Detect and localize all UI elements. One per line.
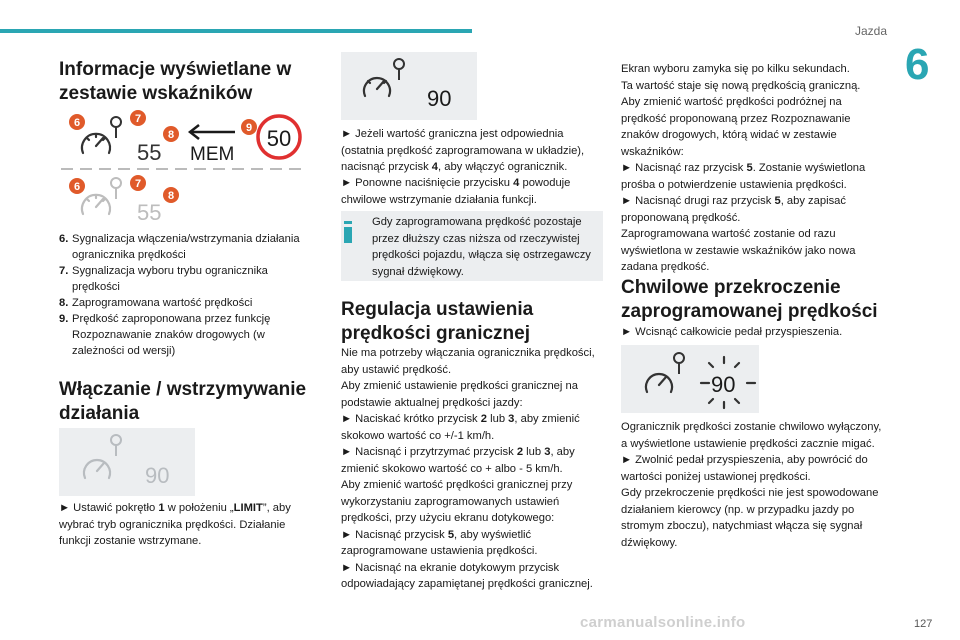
paragraph: ► Nacisnąć na ekranie dotykowym przycisk odpowiadający zapamiętanej prędkości granicznej. [341, 561, 593, 590]
heading-enable-disable: Włączanie / wstrzymywanie działania [59, 379, 307, 424]
paragraph: ► Zwolnić pedał przyspieszenia, aby powrócić do wartości poniżej ustawionej prędkości. [621, 454, 868, 483]
svg-text:7: 7 [134, 178, 142, 190]
image-speed-value: 90 [427, 86, 452, 111]
paragraph: ► Nacisnąć drugi raz przycisk 5, aby zapisać proponowaną prędkość. [621, 195, 846, 224]
paragraph: Aby zmienić wartość prędkości granicznej przy wykorzystaniu zaprogramowanych ustawień prędkości, przy użyciu ekranu dotykowego: [341, 479, 573, 524]
speedometer-icon [646, 374, 672, 392]
paragraph: Nie ma potrzeby włączania ogranicznika prędkości, aby ustawić prędkość. [341, 347, 595, 376]
legend-item: 6. Sygnalizacja włączenia/wstrzymania działania ogranicznika prędkości [59, 233, 300, 261]
callout-8-top [163, 126, 179, 142]
header-accent-bar [0, 29, 472, 33]
info-icon [344, 221, 353, 243]
paragraph-press-pedal: ► Wcisnąć całkowicie pedał przyspieszenia. [621, 326, 843, 338]
paragraph: Zaprogramowana wartość zostanie od razu wyświetlona w zestawie wskaźników jako nowa zadana prędkość. [621, 228, 856, 273]
paragraph-limit-mode: ► Ustawić pokrętło 1 w położeniu „LIMIT”, aby wybrać tryb ogranicznika prędkości. Działanie funkcji zostanie wstrzymane. [59, 502, 291, 547]
paragraph: ► Naciskać krótko przycisk 2 lub 3, aby zmienić skokowo wartość co +/-1 km/h. [341, 413, 580, 442]
speedometer-icon-faded [82, 195, 110, 214]
adjust-instructions [341, 345, 603, 593]
speed-limit-sign-icon [258, 116, 300, 158]
col3-bottom-text [621, 419, 889, 551]
legend-item: 7. Sygnalizacja wyboru trybu ogranicznika prędkości [59, 265, 268, 293]
paragraph-pause-button: ► Ponowne naciśnięcie przycisku 4 powoduje chwilowe wstrzymanie działania funkcji. [341, 177, 571, 206]
section-title: Jazda [855, 24, 888, 38]
callout-7-bottom [130, 175, 146, 191]
chapter-number: 6 [905, 40, 930, 89]
callout-8-bottom [163, 187, 179, 203]
speed-bottom-value: 55 [137, 200, 162, 222]
cluster-diagram-svg [59, 110, 309, 222]
svg-text:7: 7 [134, 113, 142, 125]
svg-text:6: 6 [73, 117, 81, 129]
paragraph: Aby zmienić wartość prędkości podróżnej na prędkość proponowaną przez Rozpoznawanie znaków drogowych, którą widać w zestawie wskaźników: [621, 96, 851, 158]
paragraph: Gdy przekroczenie prędkości nie jest spowodowane działaniem kierowcy (np. w przypadku jazdy po stromym zboczu), natychmiast włącza się sygnał dźwiękowy. [621, 487, 879, 549]
speedometer-icon [84, 460, 110, 478]
limiter-pin-icon-faded [111, 178, 121, 199]
callout-7-top [130, 110, 146, 126]
legend-list [59, 231, 311, 359]
display-image-active [341, 52, 477, 120]
paragraph: ► Nacisnąć przycisk 5, aby wyświetlić zaprogramowane ustawienia prędkości. [341, 528, 538, 557]
paragraph: ► Nacisnąć raz przycisk 5. Zostanie wyświetlona prośba o potwierdzenie ustawienia prędkości. [621, 162, 866, 191]
arrow-left-icon [190, 125, 235, 139]
paragraph: Aby zmienić ustawienie prędkości granicznej na podstawie aktualnej prędkości jazdy: [341, 380, 578, 409]
callout-6-top [69, 114, 85, 130]
limiter-pin-icon [111, 117, 121, 138]
paragraph-enable-button: ► Jeżeli wartość graniczna jest odpowiednia (ostatnia prędkość zaprogramowana w układzie), nacisnąć przycisk 4, aby włączyć ogranicznik. [341, 128, 585, 173]
heading-display-info: Informacje wyświetlane w zestawie wskaźników [59, 59, 292, 104]
limiter-pin-icon [674, 353, 684, 374]
legend-item: 9. Prędkość zaproponowana przez funkcję Rozpoznawanie znaków drogowych (w zależności od wersji) [59, 313, 271, 357]
callout-9 [241, 119, 257, 135]
svg-text:9: 9 [245, 122, 253, 134]
paragraph: ► Nacisnąć i przytrzymać przycisk 2 lub 3, aby zmienić skokowo wartość co + albo - 5 km/h. [341, 446, 575, 475]
watermark: carmanualsonline.info [580, 614, 746, 631]
mem-label: MEM [190, 144, 235, 165]
paragraph: Ogranicznik prędkości zostanie chwilowo wyłączony, a wyświetlone ustawienie prędkości zacznie migać. [621, 421, 882, 450]
speedometer-icon [82, 134, 110, 153]
heading-temporary-exceed: Chwilowe przekroczenie zaprogramowanej prędkości [621, 277, 878, 322]
col3-top-text [621, 61, 889, 276]
info-note-box [341, 211, 603, 281]
svg-text:8: 8 [167, 129, 175, 141]
callout-6-bottom [69, 178, 85, 194]
display-image-paused [59, 428, 195, 496]
display-image-flashing [621, 345, 759, 413]
info-note-text: Gdy zaprogramowana prędkość pozostaje przez dłuższy czas niższa od rzeczywistej prędkości pojazdu, włącza się ostrzegawczy sygnał dźwiękowy. [372, 216, 591, 278]
image-speed-value: 90 [145, 463, 170, 488]
sign-speed-value: 50 [266, 126, 292, 151]
cluster-diagram [59, 110, 309, 222]
heading-speed-adjust: Regulacja ustawienia prędkości granicznej [341, 299, 534, 344]
page-number: 127 [914, 618, 933, 630]
svg-text:8: 8 [167, 190, 175, 202]
legend-item: 8. Zaprogramowana wartość prędkości [59, 297, 253, 309]
limiter-pin-icon [111, 435, 121, 456]
image-speed-value: 90 [711, 372, 736, 397]
speed-top-value: 55 [137, 140, 162, 165]
paragraph: Ekran wyboru zamyka się po kilku sekundach. [621, 63, 850, 75]
paragraph: Ta wartość staje się nową prędkością graniczną. [621, 79, 861, 92]
speedometer-icon [364, 78, 390, 96]
limiter-pin-icon [394, 59, 404, 80]
svg-text:6: 6 [73, 181, 81, 193]
